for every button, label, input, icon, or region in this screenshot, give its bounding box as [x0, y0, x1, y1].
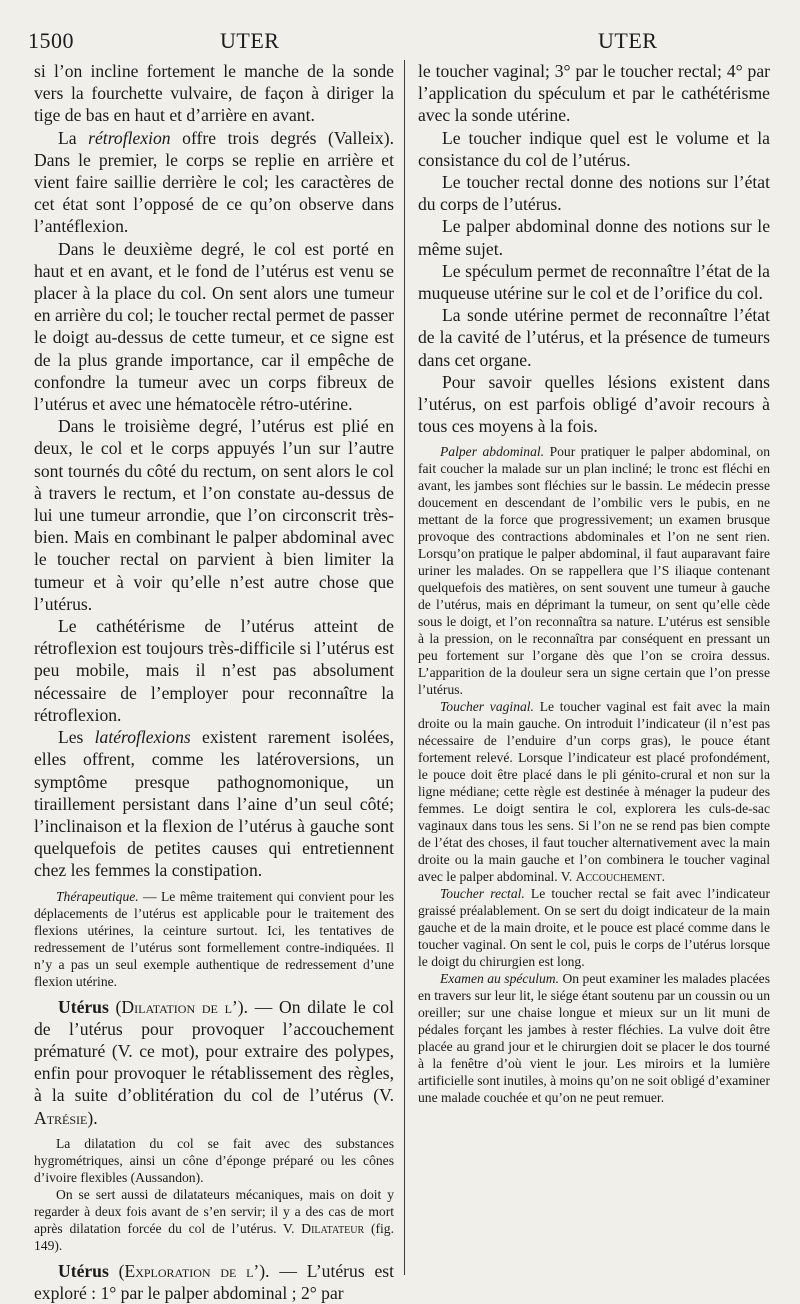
paragraph-speculum: Le spéculum permet de reconnaître l’état de la muqueuse utérine sur le col et de l’orifice du col.	[418, 260, 770, 304]
paragraph-examen-speculum: Examen au spéculum. On peut examiner les malades placées en travers sur leur lit, le siége étant soutenu par un coussin ou un oreiller; sur une chaise longue et mieux sur un lit muni de pédales forçant les jambes à rester fléchies. La vulve doit être placée au grand jour et le chirurgien doit se placer le dos tourné à la fenêtre d’où vient le jour. Les miroirs et la lumière artificielle sont inutiles, à moins qu’on ne soit obligé d’examiner une malade couchée et qu’on ne peut remuer.	[418, 971, 770, 1106]
paragraph-troisieme-degre: Dans le troisième degré, l’utérus est plié en deux, le col et le corps appuyés l’un sur l’autre sont tournés du côté du rectum, on sent alors le col à travers le rectum, et l’on constate au-dessus de lui une tumeur arrondie, que l’on circonscrit très-bien. Mais en combinant le palper abdominal avec le toucher rectal on parvient à bien limiter la tumeur et à voir qu’elle n’est autre chose que l’utérus.	[34, 416, 394, 614]
paragraph-toucher-rectal: Le toucher rectal donne des notions sur l’état du corps de l’utérus.	[418, 172, 770, 215]
paragraph-retroflexion: La rétroflexion offre trois degrés (Valleix). Dans le premier, le corps se replie en arrière et vient faire saillie derrière le col; les caractères de cet état sont l’opposé de ce qu’on observe dans l’antéflexion.	[34, 127, 394, 237]
paragraph-lesions: Pour savoir quelles lésions existent dans l’utérus, on est parfois obligé d’avoir recours à tous ces moyens à la fois.	[418, 371, 770, 437]
paragraph-dilatation-substances: La dilatation du col se fait avec des substances hygrométriques, ainsi un cône d’éponge préparé ou les cônes d’ivoire flexibles (Aussandon).	[34, 1135, 394, 1185]
paragraph-sonde-uterine: La sonde utérine permet de reconnaître l’état de la cavité de l’utérus, et la présence de tumeurs dans cet organe.	[418, 305, 770, 370]
paragraph-catheterisme: Le cathétérisme de l’utérus atteint de rétroflexion est toujours très-difficile si l’utérus est peu mobile, mais il n’est pas absolument nécessaire de l’employer pour reconnaître la rétroflexion.	[34, 616, 394, 725]
paragraph-toucher: Le toucher indique quel est le volume et la consistance du col de l’utérus.	[418, 127, 770, 170]
entry-dilatation: Utérus (Dilatation de l’). — On dilate le col de l’utérus pour provoquer l’accouchement prématuré (V. ce mot), pour extraire des polypes, enfin pour provoquer le rétablissement des règles, à la suite d’oblitération du col de l’utérus (V. Atrésie).	[34, 996, 394, 1128]
paragraph-palper-abdominal: Palper abdominal. Pour pratiquer le palper abdominal, on fait coucher la malade sur un plan incliné; le tronc est fléchi en avant, les jambes sont fléchies sur le bassin. Le médecin presse doucement en descendant de l’ombilic vers le pubis, en ne mettant de la force que progressivement; un examen brusque provoque des contractions abdominales et l’on ne sent rien. Lorsqu’on pratique le palper abdominal, il faut auparavant faire uriner les malades. On se rappellera que l’S iliaque contenant quelquefois des matières, on sent souvent une tumeur à gauche de l’utérus, mais en déprimant la tumeur, on sent qu’elle cède sous le doigt, et l’on reconnaîtra sa nature. L’utérus est sensible à la pression, on le reconnaîtra par conséquent en pressant un peu fortement sur l’organe dès que l’on se croira dessus. L’apparition de la douleur sera un signe certain que l’on presse l’utérus.	[418, 444, 770, 698]
page-number: 1500	[28, 28, 74, 53]
paragraph-dilatateurs: On se sert aussi de dilatateurs mécaniques, mais on doit y regarder à deux fois avant de s’en servir; il y a des cas de mort après dilatation forcée du col de l’utérus. V. Dilatateur (fig. 149).	[34, 1186, 394, 1253]
paragraph-toucher-rectal-detail: Toucher rectal. Le toucher rectal se fait avec l’indicateur graissé préalablement. On se sert du doigt indicateur de la main gauche et de la main droite, et le pouce est placé comme dans le toucher vaginal. On sent le col, puis le corps de l’utérus lorsque le doigt du chirurgien est long.	[418, 886, 770, 970]
paragraph-palper: Le palper abdominal donne des notions sur le même sujet.	[418, 216, 770, 259]
right-column	[418, 60, 770, 1283]
paragraph-exploration-cont: le toucher vaginal; 3° par le toucher rectal; 4° par l’application du spéculum et par le cathétérisme avec la sonde utérine.	[418, 61, 770, 126]
paragraph-deuxieme-degre: Dans le deuxième degré, le col est porté en haut et en avant, et le fond de l’utérus est venu se placer à la place du col. On sent alors une tumeur en arrière du col; le toucher rectal permet de passer le doigt au-dessus de cette tumeur, et ce signe est de la plus grande importance, car il empêche de confondre la tumeur avec un corps fibreux de l’utérus et avec une hématocèle rétro-utérine.	[34, 238, 394, 415]
paragraph-therapeutique: Thérapeutique. — Le même traitement qui convient pour les déplacements de l’utérus est applicable pour le traitement des flexions utérines, la ceinture surtout. Ici, les tentatives de redressement de l’utérus sont formellement contre-indiquées. Il n’y a pas un seul exemple authentique de redressement d’une flexion utérine.	[34, 888, 394, 989]
paragraph-lateroflexions: Les latéroflexions existent rarement isolées, elles offrent, comme les latéroversions, un symptôme presque pathognomonique, un tiraillement persistant dans l’aine d’un seul côté; l’inclinaison et la flexion de l’utérus à gauche sont quelquefois de petites causes qui entretiennent chez les femmes la constipation.	[34, 727, 395, 881]
paragraph-toucher-vaginal: Toucher vaginal. Le toucher vaginal est fait avec la main droite ou la main gauche. On introduit l’indicateur (il n’est pas nécessaire de l’enduire d’un corps gras), le pouce étant fortement relevé. Lorsque l’indicateur est placé profondément, le pouce doit être placé dans le pli génito-crural et non sur la ligne médiane; cette règle est destinée à ménager la pudeur des femmes. Le doigt sentira le col, explorera les culs-de-sac vaginaux dans tous les sens. Si l’on ne se rend pas bien compte de l’état des choses, il faut toucher alternativement avec la main droite ou la main gauche et l’on combinera le toucher vaginal avec le palper abdominal. V. Accouchement.	[418, 699, 770, 885]
left-column	[34, 60, 395, 1303]
column-divider	[404, 60, 405, 1275]
left-running-title: UTER	[220, 28, 280, 53]
running-header	[28, 28, 772, 56]
paragraph-sonde: si l’on incline fortement le manche de la sonde vers la fourchette vulvaire, de façon à diriger la tige de bas en haut et d’arrière en avant.	[34, 61, 394, 126]
entry-exploration: Utérus (Exploration de l’). — L’utérus est exploré : 1° par le palper abdominal ; 2° par	[34, 1260, 394, 1303]
right-running-title: UTER	[598, 28, 658, 53]
